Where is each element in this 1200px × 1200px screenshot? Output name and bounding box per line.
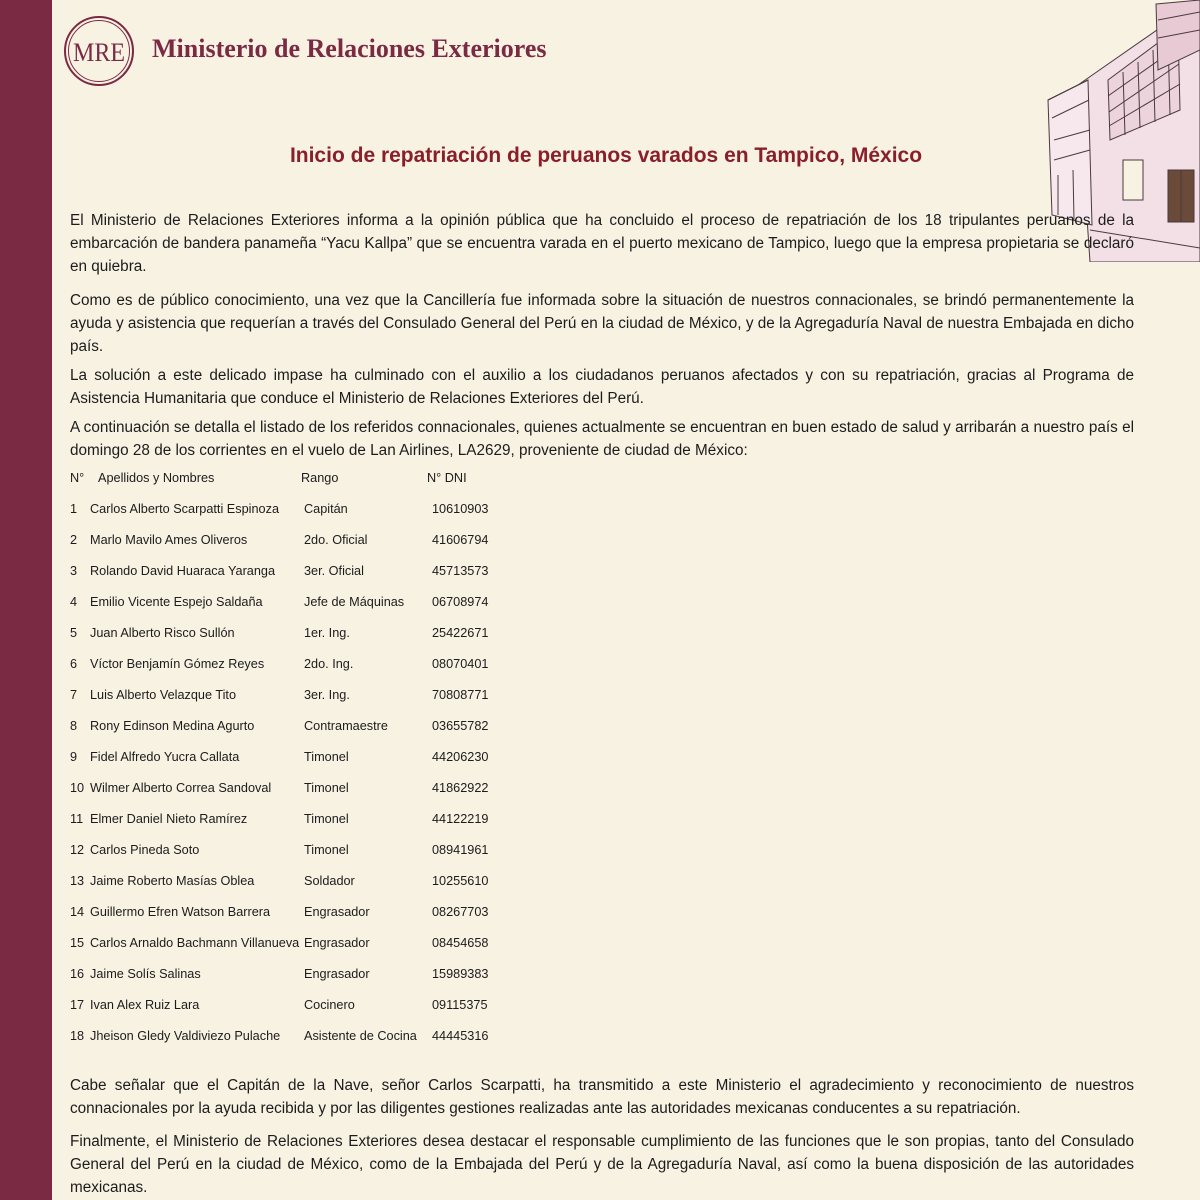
paragraph-intro: El Ministerio de Relaciones Exteriores informa a la opinión pública que ha concluido el proceso de repatriación de los 18 tripulantes peruanos de la embarcación de bandera panameña “Yacu Kallpa” que se encuentra varada en el puerto mexicano de Tampico, luego que la empresa propietaria se declaró en quiebra. bbox=[70, 212, 1134, 275]
cell-rank: Engrasador bbox=[304, 967, 370, 981]
cell-name: Carlos Arnaldo Bachmann Villanueva bbox=[90, 936, 300, 950]
cell-rank: Timonel bbox=[304, 843, 349, 857]
cell-dni: 45713573 bbox=[432, 564, 489, 578]
mre-logo bbox=[62, 14, 136, 88]
cell-name: Wilmer Alberto Correa Sandoval bbox=[90, 781, 272, 795]
cell-rank: 3er. Oficial bbox=[304, 564, 364, 578]
crew-table-header bbox=[70, 470, 590, 486]
header-name: Apellidos y Nombres bbox=[98, 471, 215, 485]
cell-rank: Cocinero bbox=[304, 998, 355, 1012]
table-row bbox=[70, 935, 590, 951]
cell-rank: Timonel bbox=[304, 750, 349, 764]
table-row bbox=[70, 532, 590, 548]
cell-rank: 1er. Ing. bbox=[304, 626, 350, 640]
table-row bbox=[70, 1028, 590, 1044]
paragraph-closing: Finalmente, el Ministerio de Relaciones Exteriores desea destacar el responsable cumplimiento de las funciones que le son propias, tanto del Consulado General del Perú en la ciudad de México, como de la Embajada del Perú y de la Agregaduría Naval, así como la buena disposición de las autoridades mexicanas. bbox=[70, 1133, 1134, 1196]
left-accent-bar bbox=[0, 0, 52, 1200]
cell-num: 6 bbox=[70, 657, 78, 671]
header-dni: N° DNI bbox=[427, 471, 467, 485]
header-num: N° bbox=[70, 471, 85, 485]
cell-num: 4 bbox=[70, 595, 78, 609]
cell-rank: Contramaestre bbox=[304, 719, 388, 733]
cell-rank: 2do. Oficial bbox=[304, 533, 368, 547]
cell-num: 10 bbox=[70, 781, 85, 795]
table-row bbox=[70, 842, 590, 858]
cell-num: 3 bbox=[70, 564, 78, 578]
paragraph-captain-thanks: Cabe señalar que el Capitán de la Nave, señor Carlos Scarpatti, ha transmitido a este Ministerio el agradecimiento y reconocimiento de nuestros connacionales por la ayuda recibida y por las diligentes gestiones realizadas ante las autoridades mexicanas conducentes a su repatriación. bbox=[70, 1077, 1134, 1117]
paragraph-list-intro: A continuación se detalla el listado de los referidos connacionales, quienes actualmente se encuentran en buen estado de salud y arribarán a nuestro país el domingo 28 de los corrientes en el vuelo de Lan Airlines, LA2629, proveniente de ciudad de México: bbox=[70, 419, 1134, 459]
table-row bbox=[70, 873, 590, 889]
cell-name: Ivan Alex Ruiz Lara bbox=[90, 998, 200, 1012]
cell-name: Carlos Pineda Soto bbox=[90, 843, 200, 857]
paragraph-solution: La solución a este delicado impase ha culminado con el auxilio a los ciudadanos peruanos afectados y con su repatriación, gracias al Programa de Asistencia Humanitaria que conduce el Ministerio de Relaciones Exteriores del Perú. bbox=[70, 367, 1134, 407]
table-row bbox=[70, 997, 590, 1013]
cell-dni: 03655782 bbox=[432, 719, 489, 733]
cell-dni: 15989383 bbox=[432, 967, 489, 981]
cell-dni: 44206230 bbox=[432, 750, 489, 764]
cell-name: Juan Alberto Risco Sullón bbox=[90, 626, 235, 640]
cell-num: 18 bbox=[70, 1029, 85, 1043]
cell-num: 13 bbox=[70, 874, 85, 888]
cell-num: 2 bbox=[70, 533, 78, 547]
organization-name: Ministerio de Relaciones Exteriores bbox=[152, 34, 547, 63]
cell-dni: 10610903 bbox=[432, 502, 489, 516]
cell-dni: 70808771 bbox=[432, 688, 489, 702]
cell-num: 9 bbox=[70, 750, 78, 764]
cell-name: Jaime Solís Salinas bbox=[90, 967, 201, 981]
cell-dni: 10255610 bbox=[432, 874, 489, 888]
table-row bbox=[70, 563, 590, 579]
cell-name: Marlo Mavilo Ames Oliveros bbox=[90, 533, 248, 547]
table-row bbox=[70, 718, 590, 734]
cell-rank: Capitán bbox=[304, 502, 348, 516]
cell-rank: Jefe de Máquinas bbox=[304, 595, 405, 609]
cell-dni: 41862922 bbox=[432, 781, 489, 795]
cell-num: 7 bbox=[70, 688, 78, 702]
table-row bbox=[70, 904, 590, 920]
cell-num: 11 bbox=[70, 812, 84, 826]
cell-num: 8 bbox=[70, 719, 78, 733]
cell-dni: 06708974 bbox=[432, 595, 489, 609]
cell-dni: 25422671 bbox=[432, 626, 489, 640]
cell-num: 5 bbox=[70, 626, 78, 640]
table-row bbox=[70, 625, 590, 641]
table-row bbox=[70, 780, 590, 796]
cell-name: Guillermo Efren Watson Barrera bbox=[90, 905, 271, 919]
table-row bbox=[70, 811, 590, 827]
cell-rank: 3er. Ing. bbox=[304, 688, 350, 702]
cell-name: Jaime Roberto Masías Oblea bbox=[90, 874, 255, 888]
table-row bbox=[70, 501, 590, 517]
cell-rank: Timonel bbox=[304, 812, 349, 826]
cell-name: Carlos Alberto Scarpatti Espinoza bbox=[90, 502, 279, 516]
cell-dni: 08454658 bbox=[432, 936, 489, 950]
cell-name: Rolando David Huaraca Yaranga bbox=[90, 564, 276, 578]
cell-num: 12 bbox=[70, 843, 85, 857]
cell-name: Jheison Gledy Valdiviezo Pulache bbox=[90, 1029, 281, 1043]
table-row bbox=[70, 749, 590, 765]
cell-dni: 44445316 bbox=[432, 1029, 489, 1043]
cell-dni: 44122219 bbox=[432, 812, 489, 826]
cell-rank: 2do. Ing. bbox=[304, 657, 354, 671]
cell-dni: 08267703 bbox=[432, 905, 489, 919]
cell-num: 17 bbox=[70, 998, 85, 1012]
cell-rank: Asistente de Cocina bbox=[304, 1029, 417, 1043]
table-row bbox=[70, 687, 590, 703]
document-title: Inicio de repatriación de peruanos varados en Tampico, México bbox=[289, 144, 923, 167]
cell-name: Rony Edinson Medina Agurto bbox=[90, 719, 255, 733]
cell-rank: Engrasador bbox=[304, 905, 370, 919]
cell-name: Víctor Benjamín Gómez Reyes bbox=[90, 657, 265, 671]
cell-dni: 41606794 bbox=[432, 533, 489, 547]
cell-name: Luis Alberto Velazque Tito bbox=[90, 688, 237, 702]
cell-name: Elmer Daniel Nieto Ramírez bbox=[90, 812, 248, 826]
cell-rank: Timonel bbox=[304, 781, 349, 795]
table-row bbox=[70, 656, 590, 672]
cell-rank: Engrasador bbox=[304, 936, 370, 950]
header-rank: Rango bbox=[301, 471, 339, 485]
table-row bbox=[70, 594, 590, 610]
cell-num: 1 bbox=[70, 502, 78, 516]
cell-dni: 09115375 bbox=[432, 998, 488, 1012]
paragraph-assistance: Como es de público conocimiento, una vez que la Cancillería fue informada sobre la situación de nuestros connacionales, se brindó permanentemente la ayuda y asistencia que requerían a través del Consulado General del Perú en la ciudad de México, y de la Agregaduría Naval de nuestra Embajada en dicho país. bbox=[70, 292, 1134, 355]
cell-num: 16 bbox=[70, 967, 85, 981]
cell-rank: Soldador bbox=[304, 874, 355, 888]
cell-num: 15 bbox=[70, 936, 85, 950]
cell-dni: 08070401 bbox=[432, 657, 489, 671]
table-row bbox=[70, 966, 590, 982]
cell-dni: 08941961 bbox=[432, 843, 489, 857]
cell-num: 14 bbox=[70, 905, 85, 919]
cell-name: Fidel Alfredo Yucra Callata bbox=[90, 750, 240, 764]
cell-name: Emilio Vicente Espejo Saldaña bbox=[90, 595, 263, 609]
svg-text:MRE: MRE bbox=[73, 38, 125, 67]
